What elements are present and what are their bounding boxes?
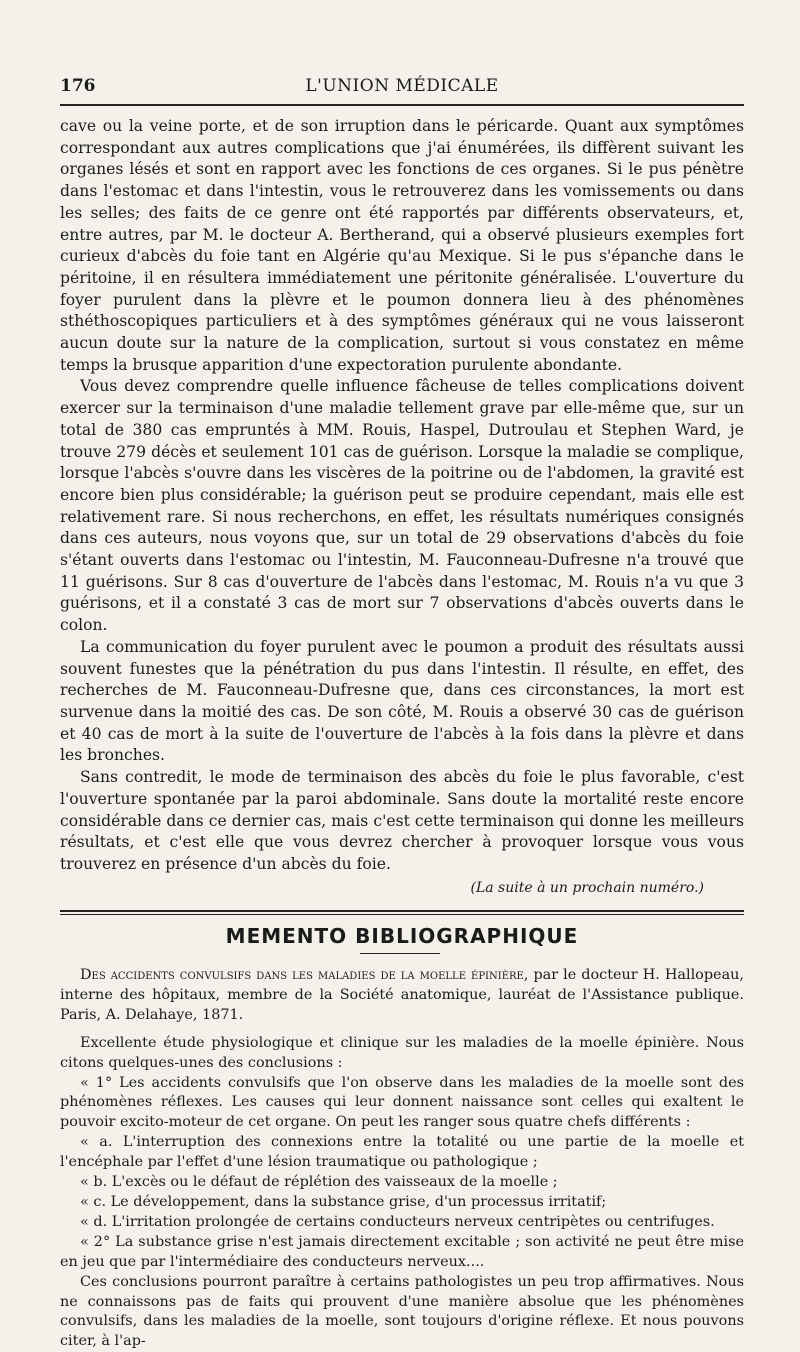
paragraph: Sans contredit, le mode de terminaison des abcès du foie le plus favorable, c'est l'ouverture spontanée par la paroi abdominale. Sans doute la mortalité reste encore considérable dans ce dernier cas, mais c'est cette terminaison qui donne les meilleurs résultats, et c'est elle que vous devrez chercher à provoquer lorsque vous vous trouverez en présence d'un abcès du foie. xyxy=(60,768,744,873)
header-rule xyxy=(60,104,744,106)
bibliography-entry xyxy=(60,966,744,1026)
quote-item-b: « b. L'excès ou le défaut de réplétion des vaisseaux de la moelle ; xyxy=(80,1174,558,1191)
heading-underline xyxy=(360,953,440,954)
bibliography-section xyxy=(60,966,744,1352)
paragraph: cave ou la veine porte, et de son irruption dans le péricarde. Quant aux symptômes correspondant aux autres complications que j'ai énumérées, ils diffèrent suivant les organes lésés et sont en rapport avec les fonctions de ces organes. Si le pus pénètre dans l'estomac et dans l'intestin, vous le retrouverez dans les vomissements ou dans les selles; des faits de ce genre ont été rapportés par différents observateurs, et, entre autres, par M. le docteur A. Bertherand, qui a observé plusieurs exemples fort curieux d'abcès du foie tant en Algérie qu'au Mexique. Si le pus s'épanche dans le péritoine, il en résultera immédiatement une péritonite généralisée. L'ouverture du foyer purulent dans la plèvre et le poumon donnera lieu à des phénomènes sthéthoscopiques particuliers et à des symptômes généraux qui ne vous laisseront aucun doute sur la nature de la complication, surtout si vous constatez en même temps la brusque apparition d'une expectoration purulente abondante. xyxy=(60,117,744,374)
continued-note: (La suite à un prochain numéro.) xyxy=(470,879,704,896)
paragraph: Vous devez comprendre quelle influence fâcheuse de telles complications doivent exercer sur la terminaison d'une maladie tellement grave par elle-même que, sur un total de 380 cas empruntés à MM. Rouis, Haspel, Dutroulau et Stephen Ward, je trouve 279 décès et seulement 101 cas de guérison. Lorsque la maladie se complique, lorsque l'abcès s'ouvre dans les viscères de la poitrine ou de l'abdomen, la gravité est encore bien plus considérable; la guérison peut se produire cependant, mais elle est relativement rare. Si nous recherchons, en effet, les résultats numériques consignés dans ces auteurs, nous voyons que, sur un total de 29 observations d'abcès du foie s'étant ouverts dans l'estomac ou l'intestin, M. Fauconneau-Dufresne n'a trouvé que 11 guérisons. Sur 8 cas d'ouverture de l'abcès dans l'estomac, M. Rouis n'a vu que 3 guérisons, et il a constaté 3 cas de mort sur 7 observations d'abcès ouverts dans le colon. xyxy=(60,377,744,635)
page-number: 176 xyxy=(60,76,96,96)
review-closing: Ces conclusions pourront paraître à certains pathologistes un peu trop affirmatives. Nous ne connaissons pas de faits qui prouvent d'une manière absolue que les phénomènes convulsifs, dans les maladies de la moelle, sont toujours d'origine réflexe. Et nous pouvons citer, à l'ap- xyxy=(60,1273,744,1350)
quote-paragraph-2: « 2° La substance grise n'est jamais directement excitable ; son activité ne peut être mise en jeu que par l'intermédiaire des conducteurs nerveux.... xyxy=(60,1233,744,1270)
paragraph: La communication du foyer purulent avec le poumon a produit des résultats aussi souvent funestes que la pénétration du pus dans l'intestin. Il résulte, en effet, des recherches de M. Fauconneau-Dufresne que, dans ces circonstances, la mort est survenue dans la moitié des cas. De son côté, M. Rouis a observé 30 cas de guérison et 40 cas de mort à la suite de l'ouverture de l'abcès à la fois dans la plèvre et dans les bronches. xyxy=(60,637,744,765)
section-heading: MEMENTO BIBLIOGRAPHIQUE xyxy=(225,924,579,948)
entry-author: par le docteur H. Hallopeau, interne des hôpitaux, membre de la Société anatomique, lauréat de l'Assistance publique. Paris, A. Delahaye, 1871. xyxy=(60,967,744,1023)
quote-item-c: « c. Le développement, dans la substance grise, d'un processus irritatif; xyxy=(80,1193,607,1210)
journal-title: L'UNION MÉDICALE xyxy=(305,76,499,96)
running-head xyxy=(60,76,744,100)
entry-title: Des accidents convulsifs dans les maladies de la moelle épinière, xyxy=(80,967,529,983)
article-body xyxy=(60,116,744,899)
review-intro: Excellente étude physiologique et clinique sur les maladies de la moelle épinière. Nous citons quelques-unes des conclusions : xyxy=(60,1034,744,1071)
section-rule xyxy=(60,910,744,915)
quote-item-a: « a. L'interruption des connexions entre la totalité ou une partie de la moelle et l'encéphale par l'effet d'une lésion traumatique ou pathologique ; xyxy=(60,1134,744,1171)
quote-item-d: « d. L'irritation prolongée de certains conducteurs nerveux centripètes ou centrifuges. xyxy=(80,1213,715,1230)
quote-paragraph: « 1° Les accidents convulsifs que l'on observe dans les maladies de la moelle sont des phénomènes réflexes. Les causes qui leur donnent naissance sont celles qui exaltent le pouvoir excito-moteur de cet organe. On peut les ranger sous quatre chefs différents : xyxy=(60,1074,744,1131)
